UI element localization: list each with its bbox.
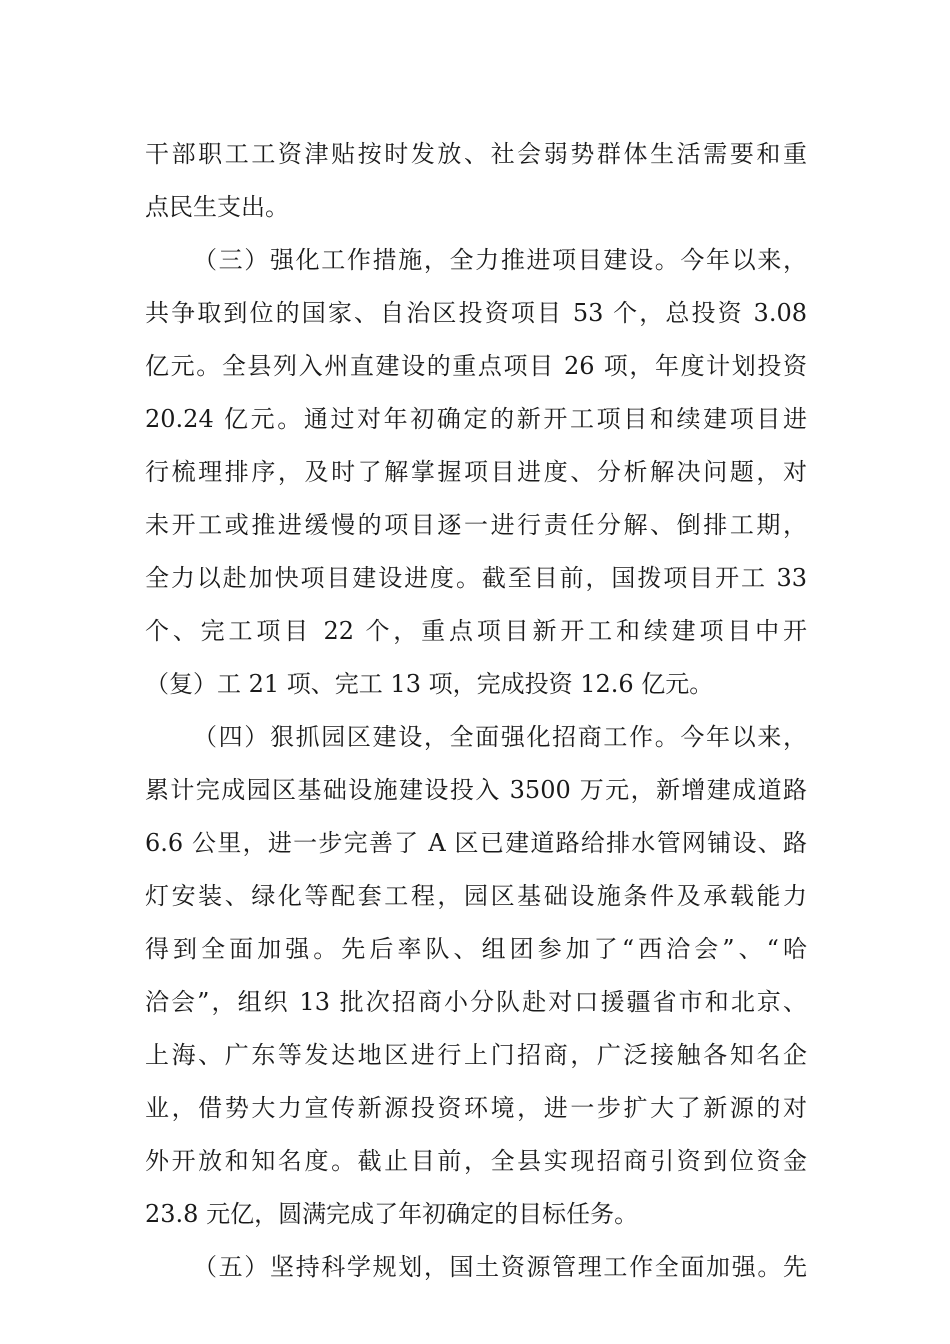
text-line: 点民生支出。 (145, 193, 289, 221)
text-line: 灯安装、绿化等配套工程，园区基础设施条件及承载能力 (145, 882, 807, 910)
text-line: 业，借势大力宣传新源投资环境，进一步扩大了新源的对 (145, 1094, 807, 1122)
text-line: 累计完成园区基础设施建设投入 3500 万元，新增建成道路 (145, 776, 807, 804)
text-line: 外开放和知名度。截止目前，全县实现招商引资到位资金 (145, 1147, 807, 1175)
text-line: 全力以赴加快项目建设进度。截至目前，国拨项目开工 33 (145, 564, 807, 592)
text-line: 行梳理排序，及时了解掌握项目进度、分析解决问题，对 (145, 458, 807, 486)
text-line: （四）狠抓园区建设，全面强化招商工作。今年以来， (193, 723, 807, 751)
text-line: 个、完工项目 22 个，重点项目新开工和续建项目中开 (145, 617, 807, 645)
text-line: 共争取到位的国家、自治区投资项目 53 个，总投资 3.08 (145, 299, 807, 327)
text-line: 洽会”，组织 13 批次招商小分队赴对口援疆省市和北京、 (145, 988, 807, 1016)
text-line: 23.8 元亿，圆满完成了年初确定的目标任务。 (145, 1200, 639, 1228)
document-body (145, 128, 807, 1294)
text-line: （五）坚持科学规划，国土资源管理工作全面加强。先 (193, 1253, 807, 1281)
text-line: 未开工或推进缓慢的项目逐一进行责任分解、倒排工期， (145, 511, 807, 539)
text-line: 20.24 亿元。通过对年初确定的新开工项目和续建项目进 (145, 405, 807, 433)
text-line: （复）工 21 项、完工 13 项，完成投资 12.6 亿元。 (145, 670, 714, 698)
text-line: 上海、广东等发达地区进行上门招商，广泛接触各知名企 (145, 1041, 807, 1069)
text-line: 6.6 公里，进一步完善了 A 区已建道路给排水管网铺设、路 (145, 829, 807, 857)
text-line: 干部职工工资津贴按时发放、社会弱势群体生活需要和重 (145, 140, 807, 168)
text-line: （三）强化工作措施，全力推进项目建设。今年以来， (193, 246, 807, 274)
text-line: 得到全面加强。先后率队、组团参加了“西洽会”、“哈 (145, 935, 807, 963)
text-line: 亿元。全县列入州直建设的重点项目 26 项，年度计划投资 (145, 352, 807, 380)
